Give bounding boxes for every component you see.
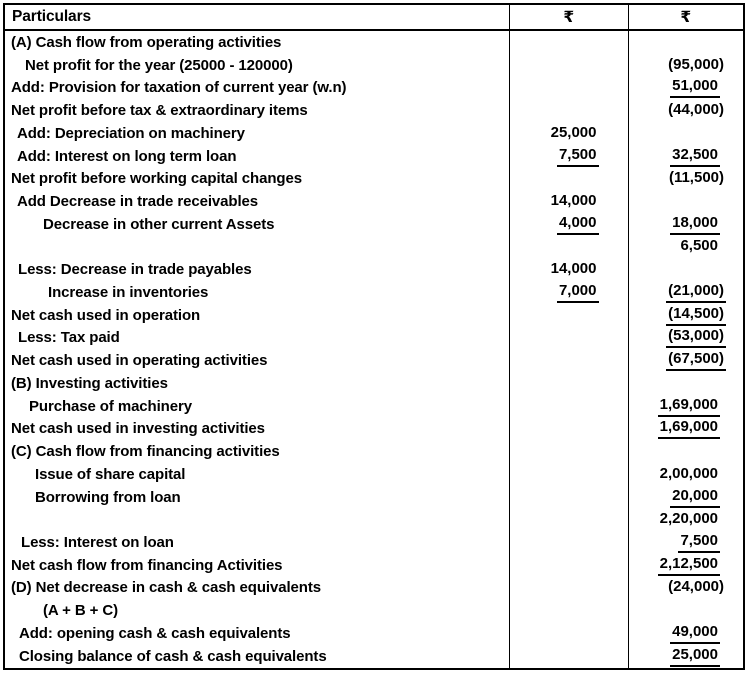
amount-cell-2 (628, 554, 744, 577)
table-row (5, 258, 743, 281)
table-row (5, 99, 743, 122)
amount-cell-2 (628, 167, 744, 190)
row-label: (B) Investing activities (11, 374, 168, 392)
amount-value: 2,20,000 (659, 510, 718, 528)
particulars-cell (5, 76, 509, 99)
amount-cell-2 (628, 54, 744, 77)
particulars-cell (5, 236, 509, 259)
table-row (5, 122, 743, 145)
amount-cell-2 (628, 213, 744, 236)
table-row (5, 417, 743, 440)
row-label: Net profit before tax & extraordinary items (11, 102, 308, 120)
particulars-cell (5, 599, 509, 622)
row-label: Net cash used in operating activities (11, 352, 268, 370)
amount-cell-1 (509, 622, 628, 645)
rupee-symbol-col2: ₹ (680, 8, 692, 26)
amount-cell-2 (628, 622, 744, 645)
particulars-cell (5, 213, 509, 236)
particulars-cell (5, 304, 509, 327)
amount-cell-2 (628, 349, 744, 372)
amount-value: (44,000) (668, 101, 724, 119)
table-row (5, 31, 743, 54)
row-label: Less: Tax paid (18, 329, 120, 347)
amount-value: (11,500) (668, 169, 724, 187)
particulars-cell (5, 508, 509, 531)
amount-cell-1 (509, 54, 628, 77)
row-label: Net profit for the year (25000 - 120000) (25, 56, 293, 74)
particulars-cell (5, 31, 509, 54)
amount-cell-1 (509, 599, 628, 622)
particulars-cell (5, 622, 509, 645)
amount-cell-1 (509, 417, 628, 440)
row-label: (D) Net decrease in cash & cash equivalents (11, 579, 321, 597)
amount-value: 6,500 (680, 237, 718, 255)
amount-cell-2 (628, 463, 744, 486)
cash-flow-statement-table (3, 3, 745, 670)
amount-value: 7,000 (557, 282, 599, 303)
row-label: (A) Cash flow from operating activities (11, 33, 282, 51)
amount-cell-2 (628, 76, 744, 99)
amount-cell-1 (509, 99, 628, 122)
table-row (5, 327, 743, 350)
amount-cell-2 (628, 99, 744, 122)
row-label: Add Decrease in trade receivables (17, 193, 258, 210)
row-label: Add: Provision for taxation of current year (w.n) (11, 79, 347, 97)
amount-col1-header-cell (509, 5, 628, 29)
amount-cell-2 (628, 145, 744, 168)
particulars-cell (5, 463, 509, 486)
table-row (5, 54, 743, 77)
amount-value: (67,500) (666, 350, 726, 371)
amount-cell-1 (509, 213, 628, 236)
particulars-cell (5, 372, 509, 395)
amount-cell-1 (509, 76, 628, 99)
particulars-cell (5, 145, 509, 168)
table-header-row (5, 5, 743, 31)
amount-value: (95,000) (668, 55, 724, 73)
row-label: Borrowing from loan (35, 488, 181, 506)
particulars-cell (5, 486, 509, 509)
particulars-cell (5, 54, 509, 77)
amount-cell-1 (509, 440, 628, 463)
row-label: (A + B + C) (43, 602, 119, 620)
amount-value: (24,000) (668, 578, 724, 596)
table-row (5, 236, 743, 259)
amount-cell-1 (509, 531, 628, 554)
table-row (5, 554, 743, 577)
amount-cell-2 (628, 31, 744, 54)
amount-value: 51,000 (670, 77, 720, 98)
particulars-header-cell (5, 5, 509, 29)
table-body (5, 31, 743, 668)
amount-cell-2 (628, 304, 744, 327)
amount-cell-1 (509, 236, 628, 259)
amount-cell-1 (509, 167, 628, 190)
amount-value: 25,000 (550, 123, 597, 141)
particulars-cell (5, 417, 509, 440)
amount-value: (53,000) (666, 327, 726, 348)
particulars-cell (5, 190, 509, 213)
table-row (5, 508, 743, 531)
amount-value: 7,500 (678, 532, 720, 553)
amount-cell-2 (628, 395, 744, 418)
row-label: (C) Cash flow from financing activities (11, 443, 280, 461)
amount-value: 1,69,000 (658, 396, 720, 417)
table-row (5, 486, 743, 509)
row-label: Add: Interest on long term loan (17, 147, 237, 165)
particulars-cell (5, 281, 509, 304)
amount-cell-1 (509, 486, 628, 509)
amount-cell-2 (628, 577, 744, 600)
table-row (5, 281, 743, 304)
row-label: Net profit before working capital changes (11, 170, 302, 188)
amount-cell-2 (628, 236, 744, 259)
row-label: Net cash flow from financing Activities (11, 556, 283, 574)
table-row (5, 167, 743, 190)
row-label: Closing balance of cash & cash equivalents (19, 647, 327, 665)
amount-cell-1 (509, 349, 628, 372)
particulars-cell (5, 258, 509, 281)
amount-value: 4,000 (557, 214, 599, 235)
table-row (5, 622, 743, 645)
table-row (5, 190, 743, 213)
table-row (5, 531, 743, 554)
amount-cell-2 (628, 531, 744, 554)
particulars-cell (5, 327, 509, 350)
table-row (5, 304, 743, 327)
amount-value: 20,000 (670, 487, 720, 508)
table-row (5, 463, 743, 486)
amount-cell-1 (509, 258, 628, 281)
amount-cell-1 (509, 122, 628, 145)
table-row (5, 213, 743, 236)
particulars-cell (5, 167, 509, 190)
amount-cell-1 (509, 577, 628, 600)
row-label: Purchase of machinery (29, 397, 192, 415)
amount-value: 14,000 (550, 192, 597, 209)
amount-cell-1 (509, 145, 628, 168)
particulars-cell (5, 122, 509, 145)
row-label: Net cash used in operation (11, 306, 201, 324)
amount-cell-1 (509, 372, 628, 395)
amount-cell-1 (509, 395, 628, 418)
amount-cell-2 (628, 258, 744, 281)
table-row (5, 76, 743, 99)
amount-value: 14,000 (550, 260, 597, 278)
row-label: Add: Depreciation on machinery (17, 124, 245, 142)
row-label: Less: Decrease in trade payables (18, 261, 252, 279)
particulars-cell (5, 554, 509, 577)
row-label: Decrease in other current Assets (43, 215, 275, 233)
table-row (5, 599, 743, 622)
row-label: Add: opening cash & cash equivalents (19, 624, 291, 642)
amount-cell-2 (628, 486, 744, 509)
amount-value: 49,000 (670, 623, 720, 644)
particulars-cell (5, 395, 509, 418)
table-row (5, 349, 743, 372)
row-label: Increase in inventories (48, 283, 209, 301)
amount-cell-1 (509, 31, 628, 54)
particulars-header-label: Particulars (12, 8, 92, 25)
amount-col2-header-cell (628, 5, 744, 29)
amount-value: 32,500 (670, 146, 720, 167)
amount-cell-1 (509, 281, 628, 304)
amount-value: 2,00,000 (659, 464, 718, 482)
amount-cell-2 (628, 122, 744, 145)
amount-cell-2 (628, 599, 744, 622)
amount-value: 18,000 (670, 214, 720, 235)
row-label: Issue of share capital (35, 465, 186, 483)
amount-value: (14,500) (666, 305, 726, 326)
table-row (5, 645, 743, 668)
table-row (5, 440, 743, 463)
amount-value: 2,12,500 (658, 555, 720, 576)
particulars-cell (5, 577, 509, 600)
amount-value: 25,000 (670, 646, 720, 667)
rupee-symbol-col1: ₹ (563, 8, 575, 26)
amount-value: (21,000) (666, 282, 726, 303)
particulars-cell (5, 440, 509, 463)
particulars-cell (5, 349, 509, 372)
amount-cell-1 (509, 463, 628, 486)
amount-cell-2 (628, 190, 744, 213)
table-row (5, 577, 743, 600)
particulars-cell (5, 531, 509, 554)
amount-cell-1 (509, 508, 628, 531)
particulars-cell (5, 99, 509, 122)
row-label: Net cash used in investing activities (11, 420, 265, 438)
amount-cell-2 (628, 327, 744, 350)
amount-value: 1,69,000 (658, 418, 720, 439)
amount-cell-2 (628, 281, 744, 304)
row-label: Less: Interest on loan (21, 534, 174, 552)
amount-cell-1 (509, 327, 628, 350)
amount-cell-2 (628, 440, 744, 463)
amount-value: 7,500 (557, 146, 599, 167)
amount-cell-1 (509, 554, 628, 577)
amount-cell-2 (628, 417, 744, 440)
table-row (5, 372, 743, 395)
amount-cell-1 (509, 304, 628, 327)
table-row (5, 395, 743, 418)
particulars-cell (5, 645, 509, 668)
amount-cell-2 (628, 372, 744, 395)
amount-cell-1 (509, 645, 628, 668)
amount-cell-1 (509, 190, 628, 213)
amount-cell-2 (628, 645, 744, 668)
table-row (5, 145, 743, 168)
amount-cell-2 (628, 508, 744, 531)
